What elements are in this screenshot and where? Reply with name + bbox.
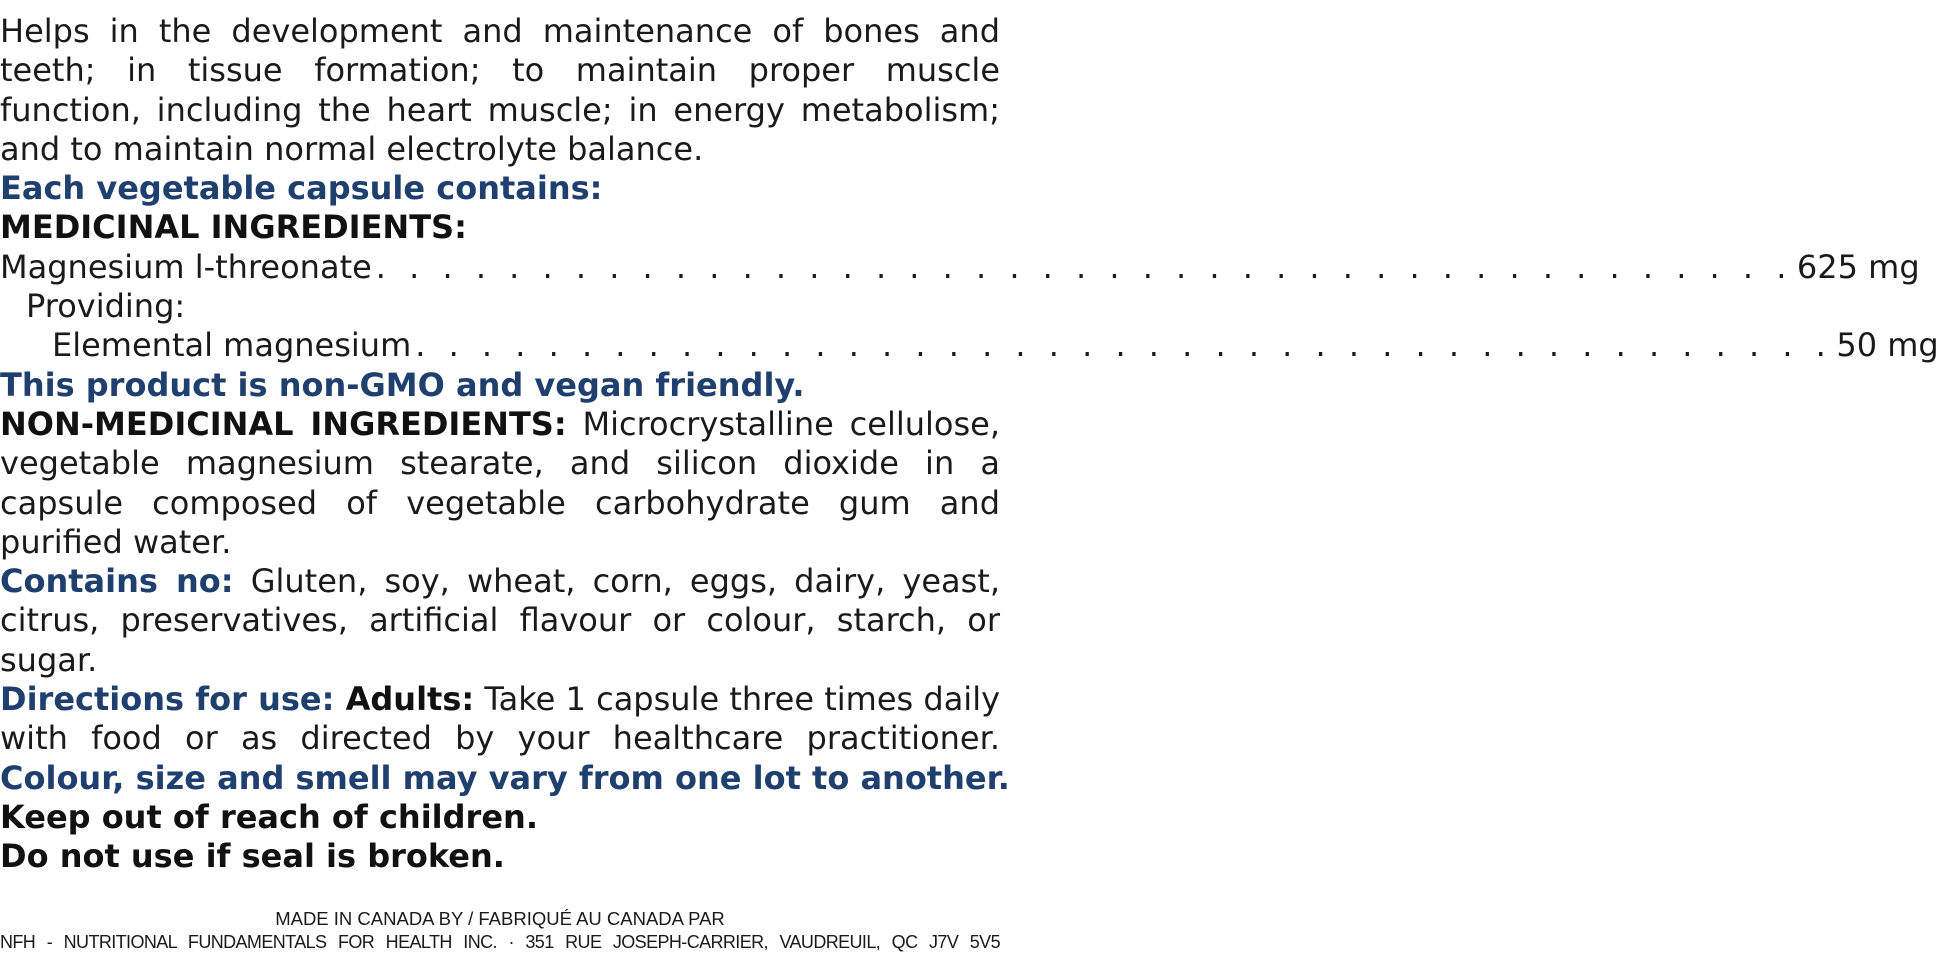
variation-note: Colour, size and smell may vary from one lot to another. (0, 758, 1010, 797)
non-medicinal-line-2: vegetable magnesium stearate, and silicon dioxide in a (0, 444, 1000, 483)
ingredient-row-elemental (0, 326, 1939, 365)
uses-line-3: function, including the heart muscle; in energy metabolism; (0, 90, 1000, 129)
sub-ingredient-amount: 50 mg (1836, 326, 1939, 365)
contains-no-heading: Contains no: (0, 562, 234, 601)
directions-text-1: Take 1 capsule three times daily (474, 680, 1001, 719)
contains-no-line-2: citrus, preservatives, artificial flavour or colour, starch, or (0, 601, 1000, 640)
warning-children: Keep out of reach of children. (0, 797, 538, 836)
uses-line-1: Helps in the development and maintenance of bones and (0, 12, 1000, 50)
footer-made-in: MADE IN CANADA BY / FABRIQUÉ AU CANADA PAR (275, 908, 725, 929)
directions-line-1 (0, 680, 1000, 719)
medicinal-heading: MEDICINAL INGREDIENTS: (0, 208, 467, 247)
adults-label: Adults: (334, 680, 475, 719)
dot-leader: . . . . . . . . . . . . . . . . . . . . . . . . . . . . . . . . . . . . . . . . . . . (375, 247, 1793, 286)
capsule-heading: Each vegetable capsule contains: (0, 169, 603, 208)
ingredient-row-threonate (0, 247, 1920, 287)
contains-no-line-1 (0, 562, 1000, 601)
non-gmo-note: This product is non-GMO and vegan friendly. (0, 365, 805, 404)
label-text-block (0, 12, 1939, 877)
dot-leader: . . . . . . . . . . . . . . . . . . . . . . . . . . . . . . . . . . . . . . . . . . . (415, 326, 1833, 365)
non-medicinal-heading: NON-MEDICINAL INGREDIENTS: (0, 404, 567, 443)
footer-company-address: NFH - NUTRITIONAL FUNDAMENTALS FOR HEALTH INC. · 351 RUE JOSEPH-CARRIER, VAUDREUIL, QC J7V 5V5 (0, 932, 1000, 952)
uses-line-4: and to maintain normal electrolyte balance. (0, 129, 704, 168)
non-medicinal-line-3: capsule composed of vegetable carbohydrate gum and (0, 483, 1000, 522)
sub-ingredient-name: Elemental magnesium (52, 326, 412, 365)
non-medicinal-line-4: purified water. (0, 522, 232, 561)
providing-label: Providing: (26, 287, 186, 326)
ingredient-name: Magnesium l-threonate (0, 247, 372, 286)
uses-line-2: teeth; in tissue formation; to maintain proper muscle (0, 51, 1000, 90)
contains-no-text-1: Gluten, soy, wheat, corn, eggs, dairy, yeast, (233, 562, 1001, 601)
directions-line-2: with food or as directed by your healthcare practitioner. (0, 719, 1000, 758)
contains-no-line-3: sugar. (0, 640, 98, 679)
non-medicinal-text-1: Microcrystalline cellulose, (566, 404, 1000, 443)
ingredient-amount: 625 mg (1796, 247, 1920, 286)
warning-seal: Do not use if seal is broken. (0, 837, 505, 876)
directions-heading: Directions for use: (0, 680, 335, 719)
non-medicinal-line-1 (0, 405, 1000, 444)
